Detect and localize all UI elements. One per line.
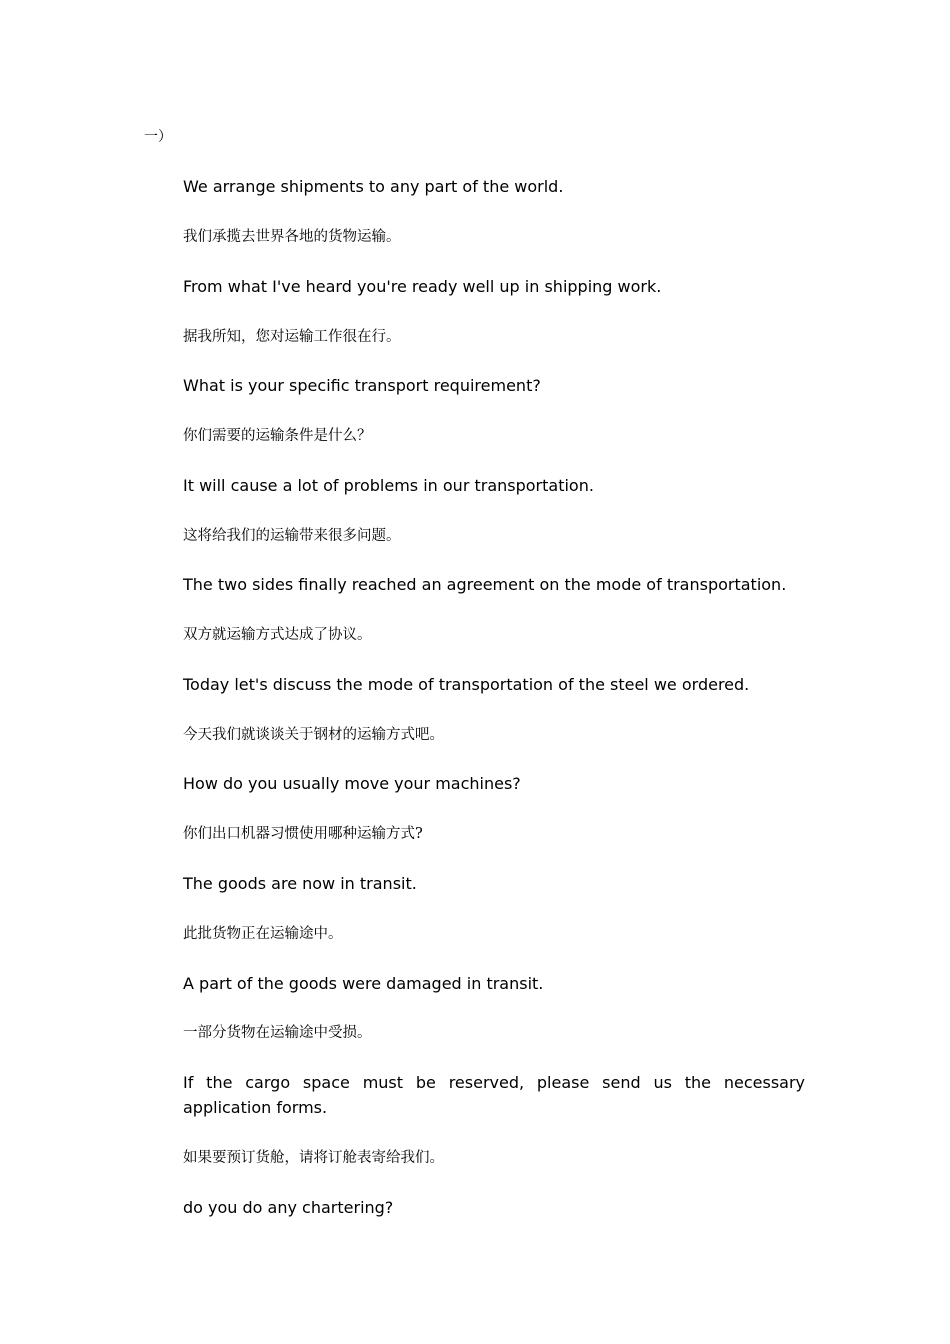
english-sentence: It will cause a lot of problems in our transportation. <box>183 476 594 495</box>
chinese-translation: 一部分货物在运输途中受损。 <box>183 1025 372 1041</box>
english-sentence: We arrange shipments to any part of the world. <box>183 177 564 196</box>
english-sentence: The goods are now in transit. <box>183 874 417 893</box>
english-sentence: From what I've heard you're ready well up in shipping work. <box>183 277 662 296</box>
chinese-translation: 我们承揽去世界各地的货物运输。 <box>183 229 401 245</box>
chinese-translation: 此批货物正在运输途中。 <box>183 926 343 942</box>
section-heading: 一） <box>144 129 172 145</box>
chinese-translation: 今天我们就谈谈关于钢材的运输方式吧。 <box>183 727 444 743</box>
chinese-translation: 你们需要的运输条件是什么？ <box>183 428 372 444</box>
chinese-translation: 这将给我们的运输带来很多问题。 <box>183 528 401 544</box>
chinese-translation: 双方就运输方式达成了协议。 <box>183 627 372 643</box>
english-sentence: If the cargo space must be reserved, please send us the necessary application forms. <box>183 1073 805 1117</box>
english-sentence: What is your specific transport requirement? <box>183 376 541 395</box>
english-sentence: A part of the goods were damaged in transit. <box>183 974 544 993</box>
english-sentence: The two sides finally reached an agreement on the mode of transportation. <box>183 575 787 594</box>
english-sentence: Today let's discuss the mode of transportation of the steel we ordered. <box>183 675 750 694</box>
english-sentence: do you do any chartering? <box>183 1198 394 1217</box>
english-sentence: How do you usually move your machines? <box>183 774 521 793</box>
chinese-translation: 如果要预订货舱，请将订舱表寄给我们。 <box>183 1150 444 1166</box>
chinese-translation: 据我所知，您对运输工作很在行。 <box>183 329 401 345</box>
chinese-translation: 你们出口机器习惯使用哪种运输方式? <box>183 826 423 842</box>
